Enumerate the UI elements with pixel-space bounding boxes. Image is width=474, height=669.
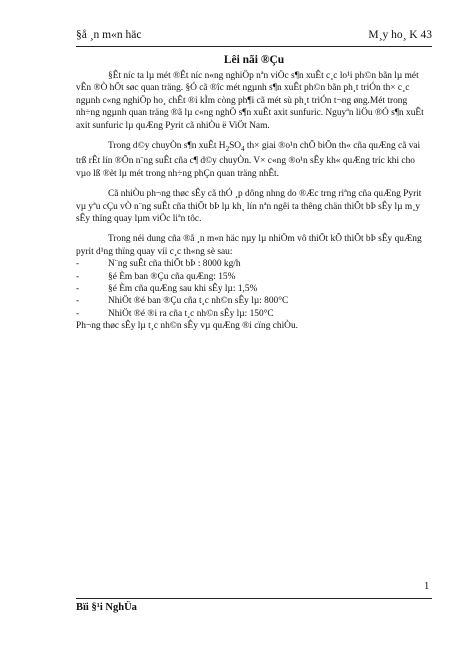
header-course-label: §å ¸n m«n häc xyxy=(76,29,142,41)
list-item-text: N¨ng suÊt cña thiÕt bÞ : 8000 kg/h xyxy=(108,259,241,270)
dash-bullet: - xyxy=(76,271,80,282)
list-item-text: §é Èm ban ®Çu cña quÆng: 15% xyxy=(108,271,236,282)
list-item xyxy=(76,295,432,307)
paragraph: §Êt níc ta lµ mét ®Êt níc n«ng nghiÖp nªn viÖc s¶n xuÊt c¸c lo¹i ph©n bãn lµ mét vÊn ®Ò hÕt søc quan träng. §Ó cã ®îc mét ngµnh s¶n xuÊt ph©n bãn ph¸t triÓn th× c¸c ngµnh c«ng nghiÖp ho¸ chÊt ®i kÌm còng ph¶i cã mét sù ph¸t triÓn t¬ng øng.Mét trong nh÷ng ngµnh quan träng ®ã lµ c«ng nghÖ s¶n xuÊt axit sunfuric. Nguyªn liÖu ®Ó s¶n xuÊt axit sunfuric lµ quÆng Pyrit cã nhiÒu ë ViÖt Nam. xyxy=(76,71,424,131)
dash-bullet: - xyxy=(76,259,80,270)
dash-bullet: - xyxy=(76,308,80,319)
paragraph: Cã nhiÒu ph¬ng thøc sÊy cã thÓ ¸p dông nhng do ®Æc trng riªng cña quÆng Pyrit vµ yªu cÇu vÒ n¨ng suÊt cña thiÕt bÞ lµ kh¸ lín nªn ngêi ta thêng chän thiÕt bÞ sÊy lµ m¸y sÊy thïng quay lµm viÖc liªn tôc. xyxy=(76,189,422,224)
list-item-text: §é Èm cña quÆng sau khi sÊy lµ: 1,5% xyxy=(108,283,258,294)
page-number: 1 xyxy=(424,581,430,592)
dash-bullet: - xyxy=(76,283,80,294)
footer-divider xyxy=(76,598,432,599)
paragraph: Trong d©y chuyÒn s¶n xuÊt $H_2SO_4$ th× giai ®o¹n chÕ biÕn th« cña quÆng cã vai trß rÊt lín ®Õn n¨ng suÊt cña c¶ d©y chuyÒn. V× c«ng ®o¹n sÊy kh« quÆng tríc khi cho vµo lß ®èt lµ mét trong nh÷ng phÇn quan träng nhÊt. xyxy=(76,141,421,179)
list-item-text: NhiÖt ®é ban ®Çu cña t¸c nh©n sÊy lµ: 800°C xyxy=(108,296,289,307)
spec-list xyxy=(76,258,432,320)
header-divider xyxy=(76,46,432,47)
paragraph: Trong néi dung cña ®å ¸n m«n häc nµy lµ nhiÖm vô thiÕt kÕ thiÕt bÞ sÊy quÆng pyrit d¹ng thïng quay víi c¸c th«ng sè sau: xyxy=(76,234,422,257)
page-title: Lêi nãi ®Çu xyxy=(223,54,285,66)
document-body xyxy=(76,70,432,341)
list-item xyxy=(76,283,432,295)
closing-paragraph: Ph¬ng thøc sÊy lµ t¸c nh©n sÊy vµ quÆng ®i cïng chiÒu. xyxy=(76,321,298,332)
list-item xyxy=(76,271,432,283)
list-item-text: NhiÖt ®é ®i ra cña t¸c nh©n sÊy lµ: 150°C xyxy=(108,308,274,319)
page-header xyxy=(76,26,432,44)
footer-author: Bïi §¹i NghÜa xyxy=(76,602,137,613)
dash-bullet: - xyxy=(76,296,80,307)
list-item xyxy=(76,308,432,320)
header-class-label: M¸y ho¸ K 43 xyxy=(368,29,432,41)
list-item xyxy=(76,258,432,270)
